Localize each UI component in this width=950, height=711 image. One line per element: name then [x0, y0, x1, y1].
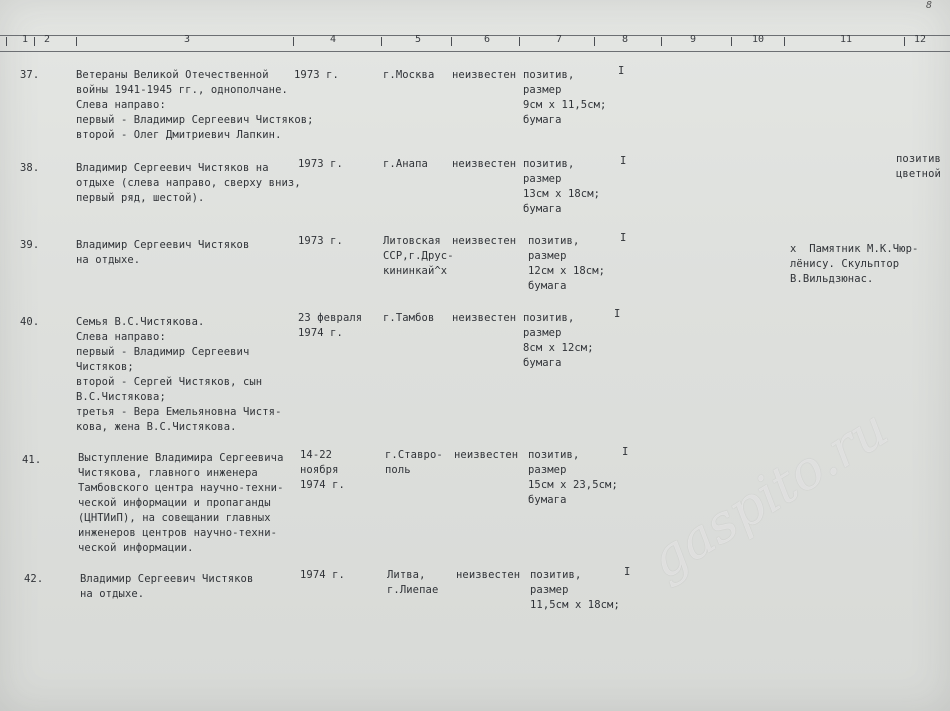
row-date: 23 февраля 1974 г. — [298, 312, 363, 339]
column-header-11: 11 — [840, 34, 853, 45]
row-date: 1973 г. — [294, 69, 339, 81]
row-description: Владимир Сергеевич Чистяков на отдыхе (слева направо, сверху вниз, первый ряд, шестой). — [76, 162, 301, 204]
column-header-6: 6 — [484, 34, 491, 45]
row-place: г.Ставро- поль — [385, 449, 443, 476]
column-header-8: 8 — [622, 34, 629, 45]
header-top-rule — [0, 35, 950, 36]
column-header-10: 10 — [752, 34, 765, 45]
row-count: I — [622, 446, 629, 458]
column-header-5: 5 — [415, 34, 422, 45]
row-technique: позитив, размер 9см x 11,5см; бумага — [523, 69, 607, 126]
row-date: 14-22 ноября 1974 г. — [300, 449, 345, 491]
row-note: позитив цветной — [896, 153, 941, 180]
row-technique: позитив, размер 12см x 18см; бумага — [528, 235, 606, 292]
row-technique: позитив, размер 15см x 23,5см; бумага — [528, 449, 618, 506]
row-date: 1973 г. — [298, 158, 343, 170]
row-author: неизвестен — [452, 158, 517, 170]
row-description: Семья В.С.Чистякова. Слева направо: первый - Владимир Сергеевич Чистяков; второй - Сергей Чистяков, сын В.С.Чистякова; третья - Вера Емельяновна Чистя- кова, жена В.С.Чистякова. — [76, 316, 282, 433]
row-place: г.Тамбов — [383, 312, 435, 324]
row-technique: позитив, размер 8см x 12см; бумага — [523, 312, 594, 369]
row-description: Ветераны Великой Отечественной войны 1941-1945 гг., однополчане. Слева направо: первый - Владимир Сергеевич Чистяков; второй - Олег Дмитриевич Лапкин. — [76, 69, 314, 141]
column-header-4: 4 — [330, 34, 337, 45]
row-number: 41. — [22, 454, 42, 466]
column-header-2: 2 — [44, 34, 51, 45]
row-author: неизвестен — [452, 69, 517, 81]
row-count: I — [624, 566, 631, 578]
row-note: x Памятник М.К.Чюр- лёнису. Скульптор В.Вильдзюнас. — [790, 243, 919, 285]
row-description: Выступление Владимира Сергеевича Чистякова, главного инженера Тамбовского центра научно-техни- ческой информации и пропаганды (ЦНТИиП), на совещании главных инженеров центров научно-техни- ческой информации. — [78, 452, 284, 554]
row-date: 1974 г. — [300, 569, 345, 581]
row-count: I — [620, 155, 627, 167]
row-author: неизвестен — [452, 235, 517, 247]
row-place: г.Москва — [383, 69, 435, 81]
row-author: неизвестен — [454, 449, 519, 461]
row-date: 1973 г. — [298, 235, 343, 247]
row-number: 37. — [20, 69, 40, 81]
row-author: неизвестен — [452, 312, 517, 324]
row-count: I — [620, 232, 627, 244]
row-number: 38. — [20, 162, 40, 174]
row-number: 39. — [20, 239, 40, 251]
column-header-1: 1 — [22, 34, 29, 45]
page-number: 8 — [925, 0, 932, 11]
row-place: Литовская ССР,г.Друс- кининкай^x — [383, 235, 454, 277]
row-author: неизвестен — [456, 569, 521, 581]
column-header-12: 12 — [914, 34, 927, 45]
column-header-3: 3 — [184, 34, 191, 45]
row-description: Владимир Сергеевич Чистяков на отдыхе. — [80, 573, 254, 600]
row-count: I — [618, 65, 625, 77]
row-number: 42. — [24, 573, 44, 585]
row-description: Владимир Сергеевич Чистяков на отдыхе. — [76, 239, 250, 266]
row-technique: позитив, размер 11,5см x 18см; — [530, 569, 620, 611]
header-bottom-rule — [0, 51, 950, 52]
row-technique: позитив, размер 13см x 18см; бумага — [523, 158, 601, 215]
row-number: 40. — [20, 316, 40, 328]
column-header-9: 9 — [690, 34, 697, 45]
row-place: г.Анапа — [383, 158, 428, 170]
row-place: Литва, г.Лиепае — [387, 569, 439, 596]
watermark: gaspito.ru — [640, 398, 899, 591]
column-header-7: 7 — [556, 34, 563, 45]
row-count: I — [614, 308, 621, 320]
